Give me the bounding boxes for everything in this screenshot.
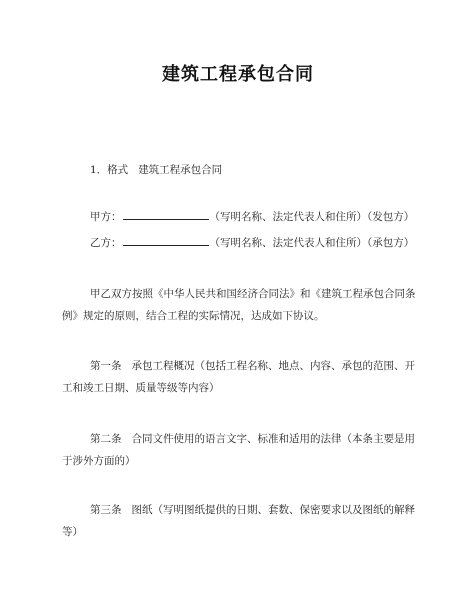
party-b-line — [62, 233, 450, 253]
article-3-number: 第三条 — [90, 504, 122, 516]
article-1-text: 承包工程概况（包括工程名称、地点、内容、承包的范围、开工和竣工日期、质量等级等内容） — [62, 360, 415, 394]
party-a-line — [62, 207, 450, 227]
party-a-role: （发包方） — [367, 211, 415, 223]
section-heading — [62, 160, 450, 180]
party-b-role: （承包方） — [367, 237, 415, 249]
party-b-label: 乙方： — [90, 237, 122, 249]
party-b-note: （写明名称、法定代表人和住所） — [209, 237, 367, 249]
article-3-text: 图纸（写明图纸提供的日期、套数、保密要求以及图纸的解释等） — [62, 504, 415, 538]
article-3 — [62, 499, 420, 543]
party-b-blank — [123, 233, 209, 246]
document-title: 建筑工程承包合同 — [162, 64, 314, 85]
section-number: 1．格式 — [90, 164, 129, 176]
party-a-note: （写明名称、法定代表人和住所） — [209, 211, 367, 223]
party-a-blank — [123, 207, 209, 220]
section-label: 建筑工程承包合同 — [138, 164, 223, 176]
article-1-number: 第一条 — [90, 360, 122, 372]
article-1 — [62, 355, 420, 399]
article-2 — [62, 428, 420, 472]
article-2-text: 合同文件使用的语言文字、标准和适用的法律（本条主要是用于涉外方面的） — [62, 433, 415, 467]
article-2-number: 第二条 — [90, 433, 122, 445]
preamble-paragraph: 甲乙双方按照《中华人民共和国经济合同法》和《建筑工程承包合同条例》规定的原则，结合工程的实际情况，达成如下协议。 — [62, 288, 416, 322]
party-a-label: 甲方： — [90, 211, 122, 223]
